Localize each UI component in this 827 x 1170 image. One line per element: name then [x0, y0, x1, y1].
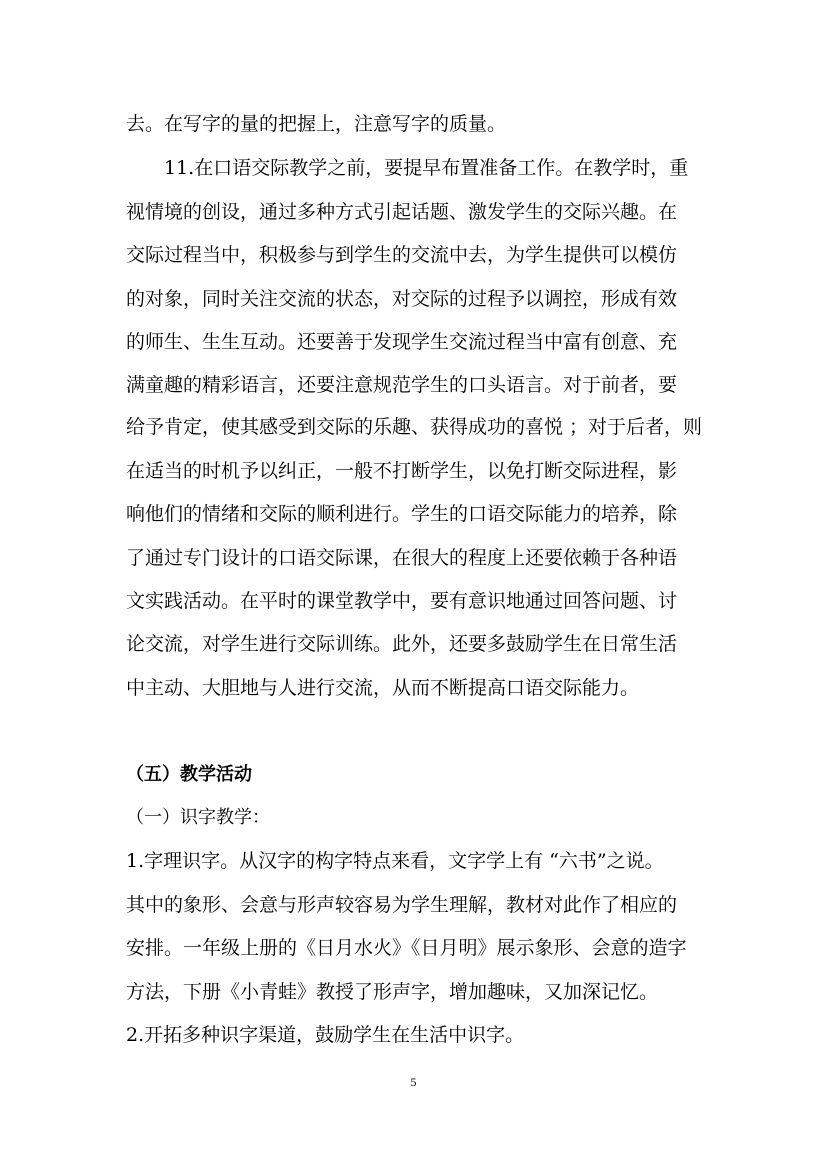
text-line: 了通过专门设计的口语交际课，在很大的程度上还要依赖于各种语: [126, 547, 678, 569]
text-line: 文实践活动。在平时的课堂教学中，要有意识地通过回答问题、讨: [126, 590, 678, 612]
text-line: 安排。一年级上册的《日月水火》《日月明》展示象形、会意的造字: [126, 937, 687, 959]
text-line: 的对象，同时关注交流的状态，对交际的过程予以调控，形成有效: [126, 288, 678, 310]
text-line: 去。在写字的量的把握上，注意写字的质量。: [126, 113, 507, 135]
text-line: 11.在口语交际教学之前，要提早布置准备工作。在教学时，重: [164, 157, 689, 179]
subsection-heading: （一）识字教学：: [126, 807, 270, 828]
text-line: 在适当的时机予以纠正，一般不打断学生，以免打断交际进程，影: [126, 460, 678, 482]
text-line: 2.开拓多种识字渠道，鼓励学生在生活中识字。: [126, 1024, 525, 1046]
text-line: 响他们的情绪和交际的顺利进行。学生的口语交际能力的培养，除: [126, 503, 678, 525]
text-line: 给予肯定，使其感受到交际的乐趣、获得成功的喜悦 ；对于后者，则: [126, 416, 703, 438]
page-number: 5: [410, 1075, 417, 1089]
text-line: 其中的象形、会意与形声较容易为学生理解，教材对此作了相应的: [126, 894, 678, 916]
text-line: 中主动、大胆地与人进行交流，从而不断提高口语交际能力。: [126, 677, 640, 699]
text-line: 方法，下册《小青蛙》教授了形声字，增加趣味，又加深记忆。: [126, 981, 659, 1003]
text-line: 交际过程当中，积极参与到学生的交流中去，为学生提供可以模仿: [126, 244, 678, 266]
text-line: 视情境的创设，通过多种方式引起话题、激发学生的交际兴趣。在: [126, 201, 678, 223]
text-line: 的师生、生生互动。还要善于发现学生交流过程当中富有创意、充: [126, 331, 678, 353]
text-line: 论交流，对学生进行交际训练。此外，还要多鼓励学生在日常生活: [126, 633, 678, 655]
text-line: 1.字理识字。从汉字的构字特点来看，文字学上有 “六书”之说。: [126, 850, 664, 872]
section-heading: （五）教学活动: [126, 764, 252, 785]
text-line: 满童趣的精彩语言，还要注意规范学生的口头语言。对于前者，要: [126, 374, 678, 396]
